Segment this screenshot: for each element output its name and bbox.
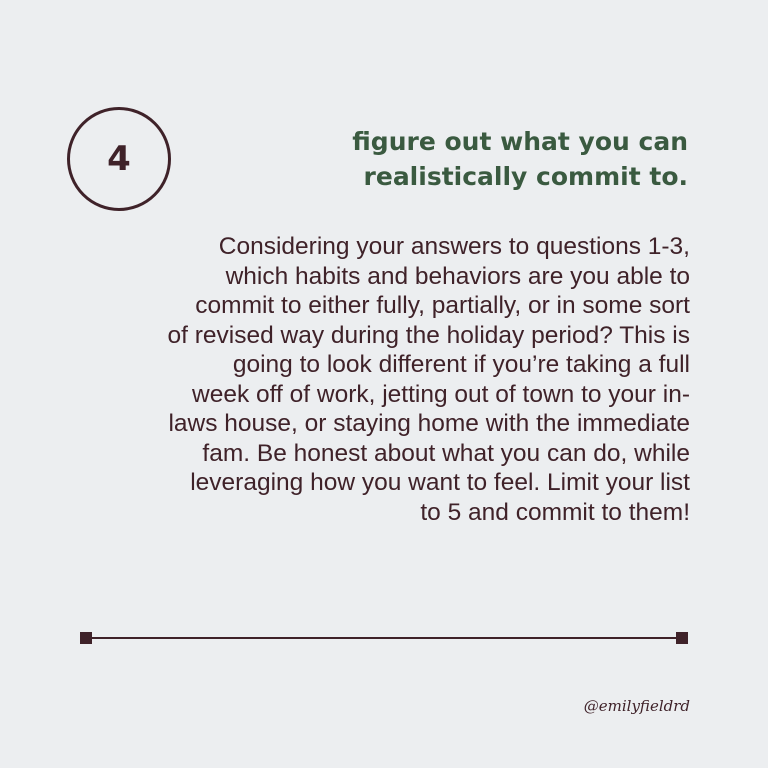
- body-line: leveraging how you want to feel. Limit your list: [190, 469, 690, 496]
- body-line: of revised way during the holiday period? This is: [167, 321, 690, 349]
- body-paragraph: [50, 232, 690, 527]
- divider-right-cap: [676, 632, 688, 644]
- heading-line: figure out what you can: [352, 127, 688, 156]
- divider: [80, 632, 688, 644]
- step-number-circle: [67, 107, 171, 211]
- body-line: which habits and behaviors are you able to: [225, 262, 690, 290]
- slide-heading: [268, 124, 688, 194]
- body-line: going to look different if you’re taking a full: [232, 351, 690, 378]
- heading-line: realistically commit to.: [363, 162, 688, 191]
- step-number: 4: [107, 139, 131, 179]
- body-line: commit to either fully, partially, or in some sort: [195, 292, 690, 319]
- body-line: Considering your answers to questions 1-3,: [218, 233, 690, 260]
- body-line: week off of work, jetting out of town to your in-: [192, 380, 690, 408]
- body-line: to 5 and commit to them!: [420, 498, 690, 526]
- divider-left-cap: [80, 632, 92, 644]
- body-line: laws house, or staying home with the immediate: [168, 410, 690, 437]
- divider-line: [80, 637, 688, 639]
- body-line: fam. Be honest about what you can do, while: [202, 439, 690, 467]
- author-handle: @emilyfieldrd: [583, 697, 690, 715]
